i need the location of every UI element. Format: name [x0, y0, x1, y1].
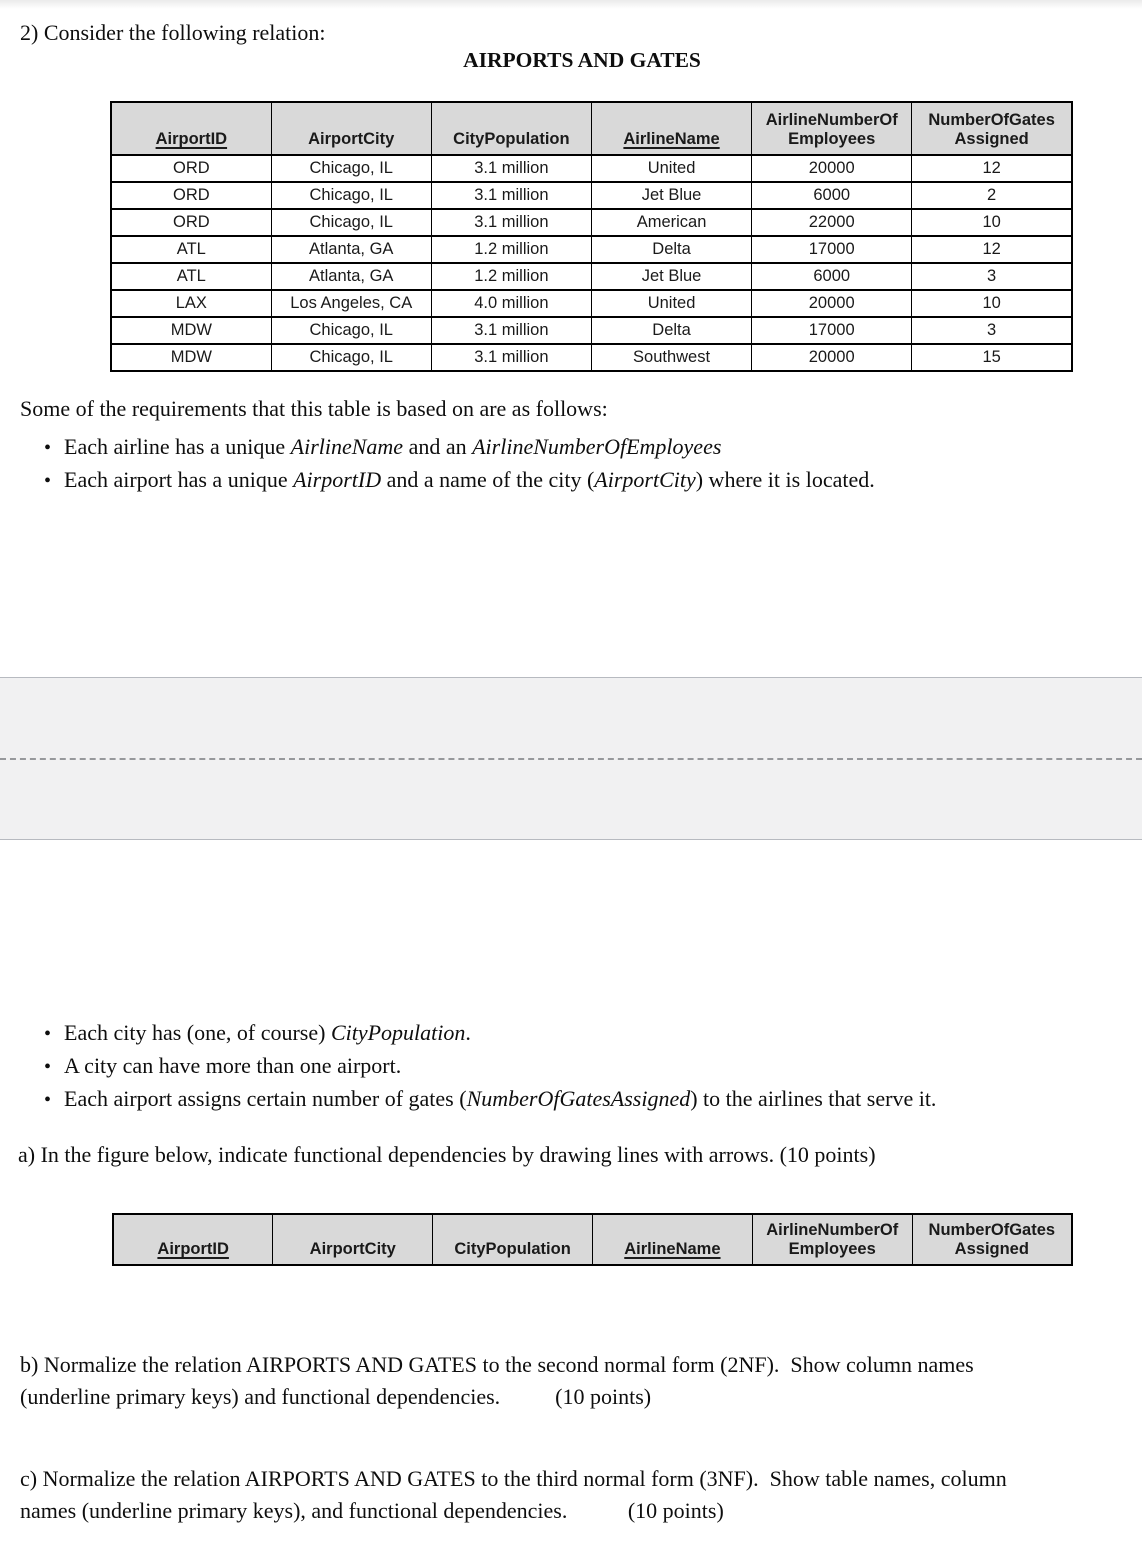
- table-cell: Chicago, IL: [271, 182, 431, 209]
- table-cell: Chicago, IL: [271, 344, 431, 371]
- header-line-label: Assigned: [954, 130, 1029, 148]
- bullet-text-part: Each city has (one, of course): [64, 1020, 331, 1045]
- question-b-line1: b) Normalize the relation AIRPORTS AND GATES to the second normal form (2NF). Show column names: [20, 1352, 974, 1377]
- header-line-label: Assigned: [954, 1240, 1029, 1258]
- header-line-top: NumberOfGates: [928, 1221, 1056, 1239]
- table-cell: United: [591, 155, 751, 182]
- header-line-label: Employees: [788, 1240, 876, 1258]
- table-cell: Jet Blue: [591, 182, 751, 209]
- header-row: [113, 1214, 1072, 1265]
- relation-row: [111, 317, 1072, 344]
- header-line-label: Employees: [788, 130, 876, 148]
- list-item: [44, 430, 875, 463]
- table-cell: Chicago, IL: [271, 155, 431, 182]
- column-header-numberofgatesassigned: [912, 102, 1072, 155]
- blank-relation-table: [112, 1213, 1073, 1266]
- blank-column-header-airportid: [113, 1214, 273, 1265]
- header-line-label: AirportID: [155, 130, 228, 148]
- header-line-top: AirlineNumberOf: [765, 111, 898, 129]
- header-line-label: AirlineName: [623, 130, 720, 148]
- table-cell: 20000: [752, 344, 912, 371]
- header-line-label: AirlineName: [624, 1240, 721, 1258]
- bullet-text-part: .: [465, 1020, 471, 1045]
- table-cell: American: [591, 209, 751, 236]
- table-cell: ORD: [111, 209, 271, 236]
- table-cell: 6000: [752, 182, 912, 209]
- relation-row: [111, 209, 1072, 236]
- table-cell: 2: [912, 182, 1072, 209]
- table-cell: Chicago, IL: [271, 317, 431, 344]
- header-line-top: AirlineNumberOf: [766, 1221, 899, 1239]
- page-break-band: [0, 677, 1142, 840]
- requirements-list-bottom: [44, 1016, 936, 1115]
- table-cell: Delta: [591, 317, 751, 344]
- bullet-icon: •: [44, 1023, 52, 1045]
- table-cell: Los Angeles, CA: [271, 290, 431, 317]
- question-c-line2: names (underline primary keys), and functional dependencies. (10 points): [20, 1498, 724, 1523]
- header-line-label: CityPopulation: [453, 130, 570, 148]
- relation-row: [111, 290, 1072, 317]
- table-cell: 3.1 million: [431, 155, 591, 182]
- table-cell: 6000: [752, 263, 912, 290]
- table-cell: ATL: [111, 236, 271, 263]
- header-row: [111, 102, 1072, 155]
- relation-title: AIRPORTS AND GATES: [463, 48, 701, 72]
- bullet-text-part: and a name of the city (: [381, 467, 595, 492]
- table-cell: 20000: [752, 290, 912, 317]
- bullet-text-part: and an: [403, 434, 473, 459]
- table-cell: 20000: [752, 155, 912, 182]
- table-cell: 10: [912, 209, 1072, 236]
- blank-column-header-airlinenumberofemployees: [752, 1214, 912, 1265]
- relation-table-body: [111, 155, 1072, 371]
- bullet-icon: •: [44, 1089, 52, 1111]
- column-header-airlinename: [591, 102, 751, 155]
- table-cell: 3.1 million: [431, 317, 591, 344]
- relation-row: [111, 155, 1072, 182]
- table-cell: 17000: [752, 236, 912, 263]
- table-cell: 3: [912, 263, 1072, 290]
- bullet-text-part: Each airport has a unique: [64, 467, 294, 492]
- table-cell: Atlanta, GA: [271, 263, 431, 290]
- table-cell: Jet Blue: [591, 263, 751, 290]
- table-cell: MDW: [111, 344, 271, 371]
- table-cell: 15: [912, 344, 1072, 371]
- column-header-airportid: [111, 102, 271, 155]
- column-header-citypopulation: [431, 102, 591, 155]
- bullet-text-part: ) where it is located.: [695, 467, 875, 492]
- question-b-line2: (underline primary keys) and functional dependencies. (10 points): [20, 1384, 652, 1409]
- table-cell: ORD: [111, 155, 271, 182]
- column-header-airportcity: [271, 102, 431, 155]
- table-cell: 1.2 million: [431, 263, 591, 290]
- bullet-icon: •: [44, 470, 52, 492]
- table-cell: 3.1 million: [431, 209, 591, 236]
- relation-row: [111, 236, 1072, 263]
- table-cell: Delta: [591, 236, 751, 263]
- table-cell: 3.1 million: [431, 182, 591, 209]
- bullet-icon: •: [44, 1056, 52, 1078]
- table-cell: 3.1 million: [431, 344, 591, 371]
- table-cell: 12: [912, 236, 1072, 263]
- blank-column-header-airportcity: [273, 1214, 433, 1265]
- relation-table-header: [111, 102, 1072, 155]
- question-c: [20, 1463, 1142, 1527]
- table-cell: United: [591, 290, 751, 317]
- header-line-label: AirportCity: [309, 1240, 396, 1258]
- table-cell: ORD: [111, 182, 271, 209]
- bullet-text-part: ) to the airlines that serve it.: [690, 1086, 937, 1111]
- table-cell: 10: [912, 290, 1072, 317]
- relation-row: [111, 344, 1072, 371]
- list-item: [44, 1082, 936, 1115]
- question-a: a) In the figure below, indicate functional dependencies by drawing lines with arrows. (10 points): [18, 1142, 876, 1167]
- table-cell: LAX: [111, 290, 271, 317]
- question-intro: 2) Consider the following relation:: [20, 20, 326, 45]
- relation-row: [111, 263, 1072, 290]
- bullet-text-part: A city can have more than one airport.: [64, 1053, 402, 1078]
- bullet-text-part: CityPopulation: [330, 1020, 466, 1045]
- table-cell: 4.0 million: [431, 290, 591, 317]
- table-cell: ATL: [111, 263, 271, 290]
- table-cell: Southwest: [591, 344, 751, 371]
- relation-table: [110, 101, 1073, 372]
- page-break-dashed-line: [0, 758, 1142, 760]
- table-cell: Chicago, IL: [271, 209, 431, 236]
- page-top-shadow: [0, 0, 1142, 9]
- blank-column-header-airlinename: [592, 1214, 752, 1265]
- column-header-airlinenumberofemployees: [752, 102, 912, 155]
- list-item: [44, 463, 875, 496]
- bullet-icon: •: [44, 437, 52, 459]
- table-cell: 17000: [752, 317, 912, 344]
- header-line-label: AirportCity: [308, 130, 395, 148]
- list-item: [44, 1016, 936, 1049]
- header-line-top: NumberOfGates: [928, 111, 1055, 129]
- bullet-text-part: AirportCity: [594, 467, 696, 492]
- table-cell: 22000: [752, 209, 912, 236]
- table-cell: 3: [912, 317, 1072, 344]
- bullet-text-part: Each airline has a unique: [64, 434, 291, 459]
- requirements-intro: Some of the requirements that this table is based on are as follows:: [20, 396, 608, 421]
- list-item: [44, 1049, 936, 1082]
- bullet-text-part: AirportID: [293, 467, 382, 492]
- header-line-label: AirportID: [157, 1240, 229, 1258]
- blank-column-header-citypopulation: [433, 1214, 593, 1265]
- blank-table-header: [113, 1214, 1072, 1265]
- table-cell: MDW: [111, 317, 271, 344]
- header-line-label: CityPopulation: [454, 1240, 571, 1258]
- table-cell: Atlanta, GA: [271, 236, 431, 263]
- requirements-list-top: [44, 430, 875, 496]
- question-b: [20, 1349, 1140, 1413]
- table-cell: 1.2 million: [431, 236, 591, 263]
- bullet-text-part: Each airport assigns certain number of gates (: [64, 1086, 467, 1111]
- bullet-text-part: AirlineNumberOfEmployees: [472, 434, 722, 459]
- bullet-text-part: NumberOfGatesAssigned: [466, 1086, 691, 1111]
- question-c-line1: c) Normalize the relation AIRPORTS AND GATES to the third normal form (3NF). Show table names, column: [20, 1466, 1007, 1491]
- blank-column-header-numberofgatesassigned: [912, 1214, 1072, 1265]
- bullet-text-part: AirlineName: [290, 434, 404, 459]
- relation-row: [111, 182, 1072, 209]
- table-cell: 12: [912, 155, 1072, 182]
